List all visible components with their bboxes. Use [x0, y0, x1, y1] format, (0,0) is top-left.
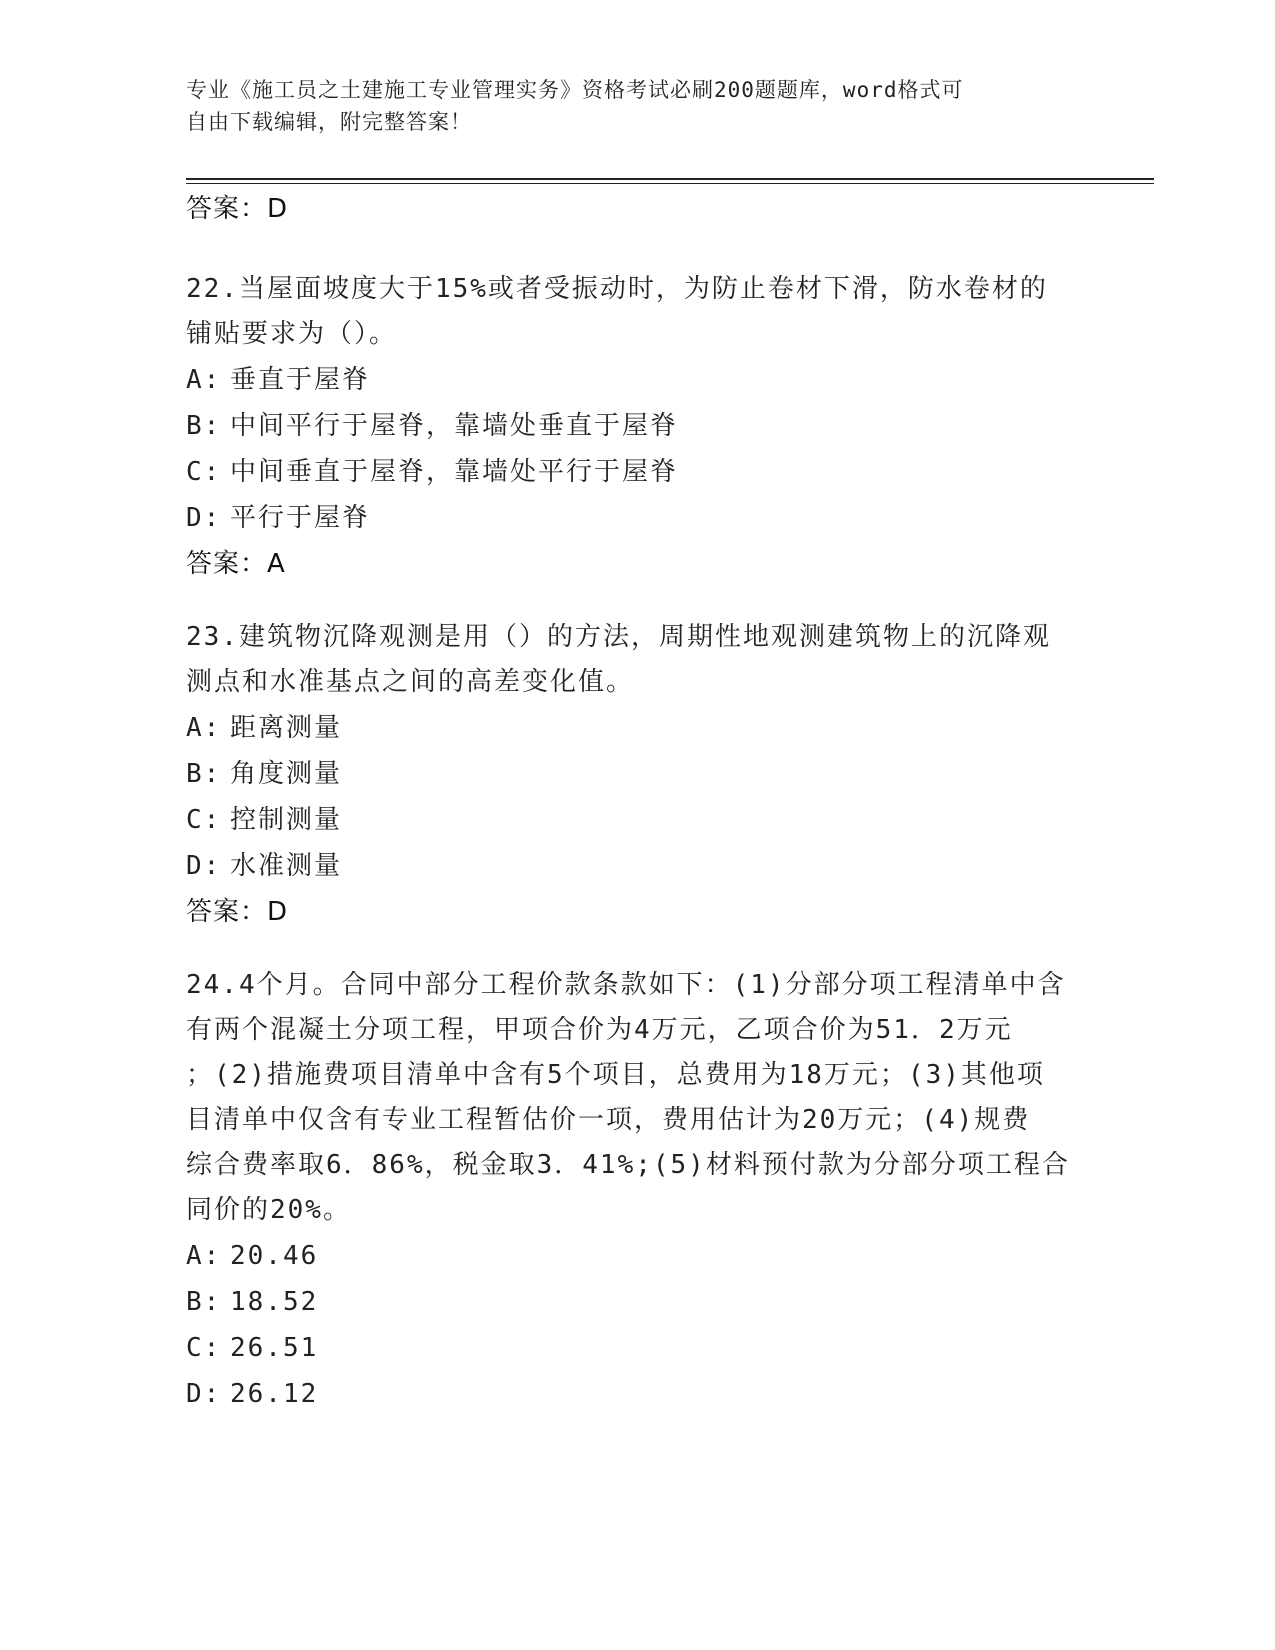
question-22-text: [186, 267, 1086, 312]
option-letter: B:: [186, 759, 222, 789]
option-letter: B:: [186, 1287, 222, 1317]
option-text: 平行于屋脊: [230, 503, 371, 533]
option-b: [186, 403, 1086, 449]
option-text: 角度测量: [230, 759, 343, 789]
option-text: 18.52: [230, 1287, 319, 1317]
question-24-text-line-1: [186, 963, 1086, 1008]
question-22-number: 22.: [186, 274, 239, 304]
question-23-text-line-2: 测点和水准基点之间的高差变化值。: [186, 667, 635, 697]
option-c: [186, 1325, 1086, 1371]
header-line-1: 专业《施工员之土建施工专业管理实务》资格考试必刷200题题库，word格式可: [186, 78, 964, 102]
question-23-answer: 答案：D: [186, 897, 289, 927]
question-24-text-line-2: 有两个混凝土分项工程，甲项合价为4万元，乙项合价为51．2万元: [186, 1015, 1013, 1045]
question-24-text-line-3: ；(2)措施费项目清单中含有5个项目，总费用为18万元；(3)其他项: [186, 1060, 1045, 1090]
option-text: 26.51: [230, 1333, 319, 1363]
question-23-number: 23.: [186, 622, 239, 652]
header-line-2: 自由下载编辑，附完整答案！: [186, 110, 472, 134]
option-letter: A:: [186, 1241, 222, 1271]
question-22: [186, 267, 1086, 587]
option-text: 水准测量: [230, 851, 343, 881]
header-divider-thick: [186, 178, 1154, 180]
option-b: [186, 1279, 1086, 1325]
option-c: [186, 449, 1086, 495]
question-24-text-line-6: 同价的20%。: [186, 1195, 351, 1225]
option-d: [186, 1371, 1086, 1417]
question-23-text-line-1: 建筑物沉降观测是用（）的方法，周期性地观测建筑物上的沉降观: [238, 622, 1051, 652]
question-23-text: [186, 615, 1086, 660]
option-text: 20.46: [230, 1241, 319, 1271]
option-a: [186, 357, 1086, 403]
option-text: 控制测量: [230, 805, 343, 835]
option-letter: D:: [186, 1379, 222, 1409]
option-text: 距离测量: [230, 713, 343, 743]
previous-answer: 答案：D: [186, 194, 289, 224]
document-header: [186, 74, 1066, 138]
option-text: 26.12: [230, 1379, 319, 1409]
option-c: [186, 797, 1086, 843]
option-letter: D:: [186, 851, 222, 881]
question-24-text-line-1-body: 4个月。合同中部分工程价款条款如下：(1)分部分项工程清单中含: [238, 970, 1066, 1000]
question-22-answer: 答案：A: [186, 549, 286, 579]
option-letter: C:: [186, 457, 222, 487]
option-d: [186, 495, 1086, 541]
option-b: [186, 751, 1086, 797]
question-24-text-line-5: 综合费率取6．86%，税金取3．41%;(5)材料预付款为分部分项工程合: [186, 1150, 1070, 1180]
question-22-text-line-2: 铺贴要求为（）。: [186, 319, 398, 349]
option-letter: C:: [186, 805, 222, 835]
option-letter: B:: [186, 411, 222, 441]
question-24-text-line-4: 目清单中仅含有专业工程暂估价一项，费用估计为20万元；(4)规费: [186, 1105, 1031, 1135]
option-text: 垂直于屋脊: [230, 365, 371, 395]
question-22-text-line-1: 当屋面坡度大于15%或者受振动时，为防止卷材下滑，防水卷材的: [238, 274, 1048, 304]
option-d: [186, 843, 1086, 889]
option-text: 中间平行于屋脊，靠墙处垂直于屋脊: [230, 411, 679, 441]
option-a: [186, 1233, 1086, 1279]
option-letter: A:: [186, 365, 222, 395]
question-23: [186, 615, 1086, 935]
option-a: [186, 705, 1086, 751]
question-24-number: 24.: [186, 970, 239, 1000]
option-letter: C:: [186, 1333, 222, 1363]
option-letter: A:: [186, 713, 222, 743]
question-24: [186, 963, 1086, 1417]
option-text: 中间垂直于屋脊，靠墙处平行于屋脊: [230, 457, 679, 487]
header-divider-thin: [186, 183, 1154, 184]
option-letter: D:: [186, 503, 222, 533]
